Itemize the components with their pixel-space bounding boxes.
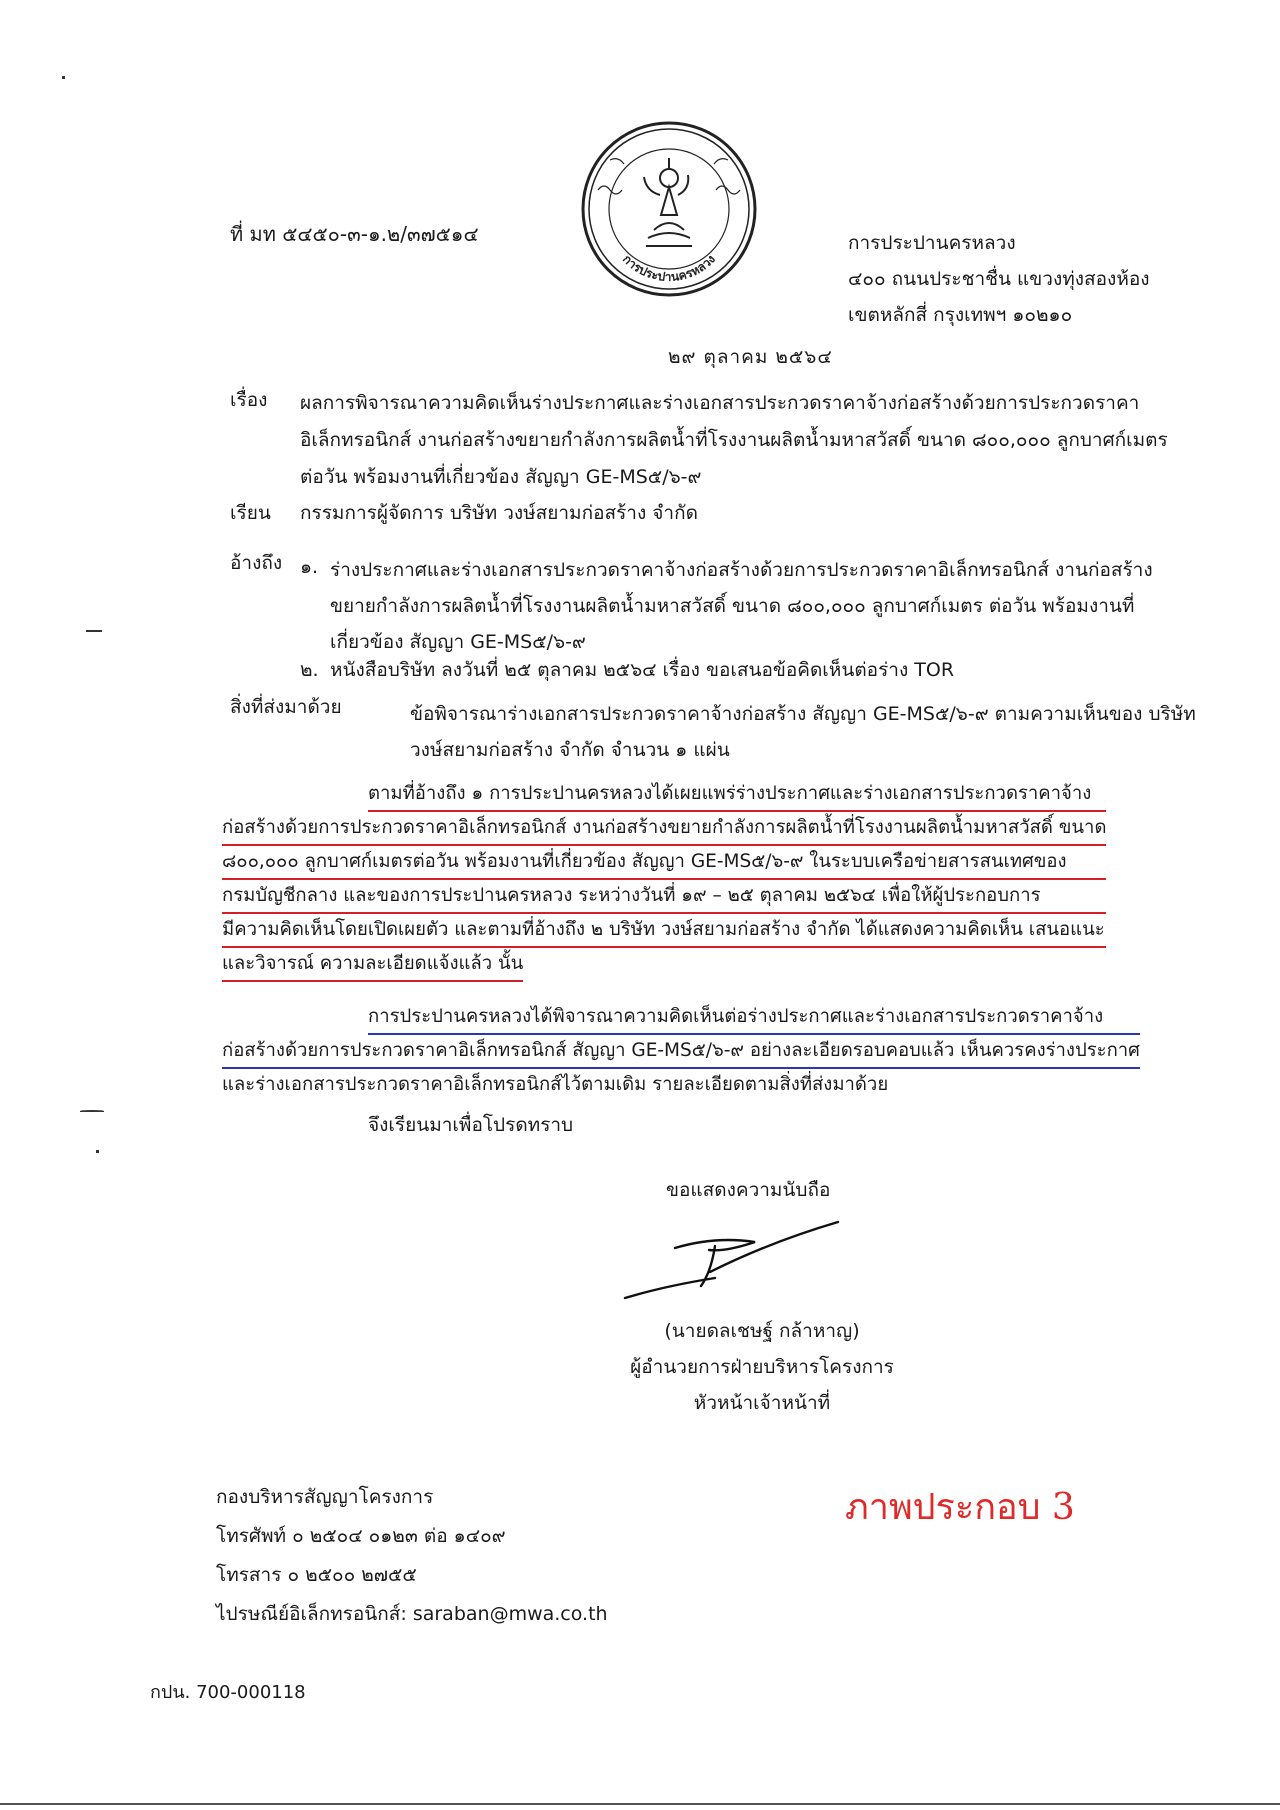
paragraph-line: และวิจารณ์ ความละเอียดแจ้งแล้ว นั้น (222, 947, 523, 981)
reference-number: ที่ มท ๕๔๕๐-๓-๑.๒/๓๗๕๑๔ (230, 222, 479, 246)
reference-label: อ้างถึง (230, 552, 283, 574)
reference-line: ขยายกำลังการผลิตน้ำที่โรงงานผลิตน้ำมหาสวัสดิ์ ขนาด ๘๐๐,๐๐๐ ลูกบาศก์เมตร ต่อวัน พร้อมงานที่ (330, 595, 1135, 617)
subject-line: ผลการพิจารณาความคิดเห็นร่างประกาศและร่างเอกสารประกวดราคาจ้างก่อสร้างด้วยการประกวดราคา (300, 392, 1140, 414)
reference-item-number: ๒. (300, 659, 319, 681)
body-paragraph-1 (222, 777, 1106, 981)
reference-line: ร่างประกาศและร่างเอกสารประกวดราคาจ้างก่อสร้างด้วยการประกวดราคาอิเล็กทรอนิกส์ งานก่อสร้าง (330, 559, 1153, 581)
department-contact (216, 1478, 608, 1634)
email: ไปรษณีย์อิเล็กทรอนิกส์: saraban@mwa.co.th (216, 1603, 608, 1625)
paragraph-line: ตามที่อ้างถึง ๑ การประปานครหลวงได้เผยแพร่ร่างประกาศและร่างเอกสารประกวดราคาจ้าง (222, 777, 1106, 811)
reference-item-2: หนังสือบริษัท ลงวันที่ ๒๕ ตุลาคม ๒๕๖๔ เรื่อง ขอเสนอข้อคิดเห็นต่อร่าง TOR (330, 659, 955, 681)
closing-line: จึงเรียนมาเพื่อโปรดทราบ (368, 1114, 574, 1136)
paragraph-line: มีความคิดเห็นโดยเปิดเผยตัว และตามที่อ้างถึง ๒ บริษัท วงษ์สยามก่อสร้าง จำกัด ได้แสดงความคิดเห็น เสนอแนะ (222, 913, 1106, 947)
organization-address (848, 225, 1150, 333)
reference-line: เกี่ยวข้อง สัญญา GE-MS๕/๖-๙ (330, 631, 586, 653)
recipient: กรรมการผู้จัดการ บริษัท วงษ์สยามก่อสร้าง จำกัด (300, 502, 698, 524)
signer-name: (นายดลเชษฐ์ กล้าหาญ) (664, 1320, 860, 1342)
signature-icon (615, 1220, 845, 1310)
enclosure-text (410, 696, 1196, 768)
svg-text:การประปานครหลวง: การประปานครหลวง (619, 251, 719, 284)
reference-item-number: ๑. (300, 556, 319, 578)
enclosure-line: วงษ์สยามก่อสร้าง จำกัด จำนวน ๑ แผ่น (410, 739, 730, 761)
subject-text (300, 385, 1170, 496)
phone: โทรศัพท์ ๐ ๒๕๐๔ ๐๑๒๓ ต่อ ๑๔๐๙ (216, 1525, 506, 1547)
org-line: การประปานครหลวง (848, 232, 1016, 254)
subject-line: อิเล็กทรอนิกส์ งานก่อสร้างขยายกำลังการผลิตน้ำที่โรงงานผลิตน้ำมหาสวัสดิ์ ขนาด ๘๐๐,๐๐๐ ลูกบาศก์เมตร (300, 429, 1168, 451)
organization-seal-icon (580, 120, 758, 298)
figure-annotation: ภาพประกอบ 3 (845, 1487, 1075, 1528)
scan-edge (0, 1803, 1280, 1805)
body-paragraph-2 (222, 1000, 1140, 1102)
signer-position: ผู้อำนวยการฝ่ายบริหารโครงการ (630, 1356, 894, 1378)
enclosure-label: สิ่งที่ส่งมาด้วย (230, 696, 342, 718)
letter-date: ๒๙ ตุลาคม ๒๕๖๔ (668, 346, 833, 368)
paragraph-line: กรมบัญชีกลาง และของการประปานครหลวง ระหว่างวันที่ ๑๙ – ๒๕ ตุลาคม ๒๕๖๔ เพื่อให้ผู้ประกอบการ (222, 879, 1106, 913)
subject-label: เรื่อง (230, 389, 268, 411)
reference-item-1 (330, 552, 1153, 660)
org-line: ๔๐๐ ถนนประชาชื่น แขวงทุ่งสองห้อง (848, 268, 1150, 290)
signer-position: หัวหน้าเจ้าหน้าที่ (693, 1392, 831, 1414)
paragraph-line: การประปานครหลวงได้พิจารณาความคิดเห็นต่อร่างประกาศและร่างเอกสารประกวดราคาจ้าง (222, 1000, 1140, 1034)
subject-line: ต่อวัน พร้อมงานที่เกี่ยวข้อง สัญญา GE-MS๕/๖-๙ (300, 466, 702, 488)
paragraph-line: ก่อสร้างด้วยการประกวดราคาอิเล็กทรอนิกส์ สัญญา GE-MS๕/๖-๙ อย่างละเอียดรอบคอบแล้ว เห็นควรคงร่างประกาศ (222, 1034, 1140, 1068)
salutation-label: เรียน (230, 502, 271, 524)
fax: โทรสาร ๐ ๒๕๐๐ ๒๗๕๕ (216, 1564, 417, 1586)
scan-mark (86, 630, 102, 632)
complimentary-close: ขอแสดงความนับถือ (666, 1179, 831, 1201)
paragraph-line: ๘๐๐,๐๐๐ ลูกบาศก์เมตรต่อวัน พร้อมงานที่เกี่ยวข้อง สัญญา GE-MS๕/๖-๙ ในระบบเครือข่ายสารสนเทศของ (222, 845, 1106, 879)
paragraph-line: ก่อสร้างด้วยการประกวดราคาอิเล็กทรอนิกส์ งานก่อสร้างขยายกำลังการผลิตน้ำที่โรงงานผลิตน้ำมหาสวัสดิ์ ขนาด (222, 811, 1106, 845)
paragraph-line: และร่างเอกสารประกวดราคาอิเล็กทรอนิกส์ไว้ตามเดิม รายละเอียดตามสิ่งที่ส่งมาด้วย (222, 1074, 889, 1095)
org-line: เขตหลักสี่ กรุงเทพฯ ๑๐๒๑๐ (848, 304, 1073, 326)
enclosure-line: ข้อพิจารณาร่างเอกสารประกวดราคาจ้างก่อสร้าง สัญญา GE-MS๕/๖-๙ ตามความเห็นของ บริษัท (410, 703, 1196, 725)
scan-mark (96, 1150, 99, 1153)
form-code: กปน. 700-000118 (150, 1682, 306, 1703)
scan-mark (80, 1110, 104, 1112)
scan-mark (62, 76, 65, 79)
signer-block (612, 1313, 912, 1421)
department-name: กองบริหารสัญญาโครงการ (216, 1486, 434, 1508)
